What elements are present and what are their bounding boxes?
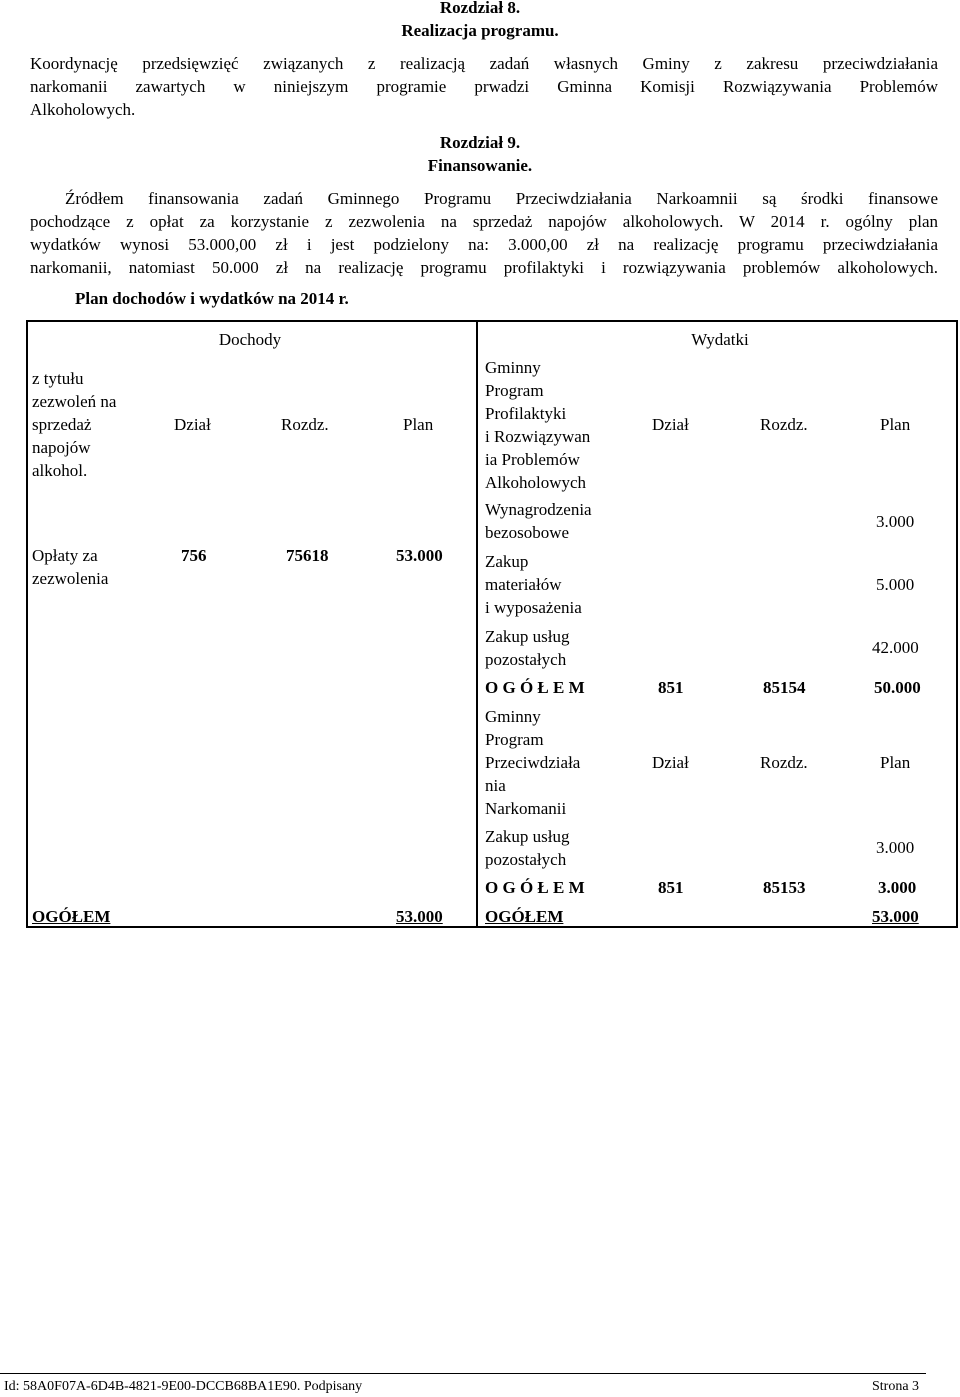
chapter8-heading: Rozdział 8.	[439, 0, 521, 17]
expenses-col-rozdz: Rozdz.	[760, 415, 808, 434]
expense-grand-total-label: OGÓŁEM	[485, 907, 564, 926]
expense-item-amount: 3.000	[876, 838, 915, 857]
expense-item-label: Wynagrodzenia bezosobowe	[485, 500, 592, 542]
chapter9-heading: Rozdział 9.	[439, 133, 521, 152]
alcohol-total-dzial: 851	[658, 678, 684, 697]
expenses-header: Wydatki	[691, 330, 749, 349]
drug-total-label: O G Ó Ł E M	[485, 878, 585, 897]
income-col-dzial: Dział	[174, 415, 211, 434]
income-grand-total-value: 53.000	[396, 907, 443, 926]
income-col-rozdz: Rozdz.	[281, 415, 329, 434]
alcohol-total-plan: 50.000	[874, 678, 921, 697]
footer-page-number: Strona 3	[872, 1379, 920, 1394]
income-grand-total-label: OGÓŁEM	[32, 907, 111, 926]
alcohol-total-label: O G Ó Ł E M	[485, 678, 585, 697]
paragraph-line: pochodzące z opłat za korzystanie z zezwolenia na sprzedaż napojów alkoholowych. W 2014 r. ogólny plan	[30, 212, 938, 231]
drug-total-dzial: 851	[658, 878, 684, 897]
expenses-col-dzial: Dział	[652, 415, 689, 434]
footer-id: Id: 58A0F07A-6D4B-4821-9E00-DCCB68BA1E90. Podpisany	[4, 1379, 363, 1394]
chapter9-title: Finansowanie.	[427, 156, 533, 175]
drug-col-rozdz: Rozdz.	[760, 753, 808, 772]
drug-total-rozdz: 85153	[763, 878, 806, 897]
paragraph-line: Alkoholowych.	[30, 100, 136, 119]
expense-item-label: Zakup usług pozostałych	[485, 627, 570, 669]
income-item-rozdz: 75618	[286, 546, 329, 565]
expense-item-amount: 5.000	[876, 575, 915, 594]
drug-col-plan: Plan	[880, 753, 911, 772]
expense-item-label: Zakup usług pozostałych	[485, 827, 570, 869]
expense-grand-total-value: 53.000	[872, 907, 919, 926]
income-header: Dochody	[218, 330, 282, 349]
income-item-dzial: 756	[181, 546, 207, 565]
paragraph-line: Źródłem finansowania zadań Gminnego Programu Przeciwdziałania Narkoamnii są środki finansowe	[65, 189, 938, 208]
drug-total-plan: 3.000	[878, 878, 917, 897]
chapter8-title: Realizacja programu.	[401, 21, 559, 40]
chapter8-paragraph	[30, 52, 938, 121]
alcohol-program-label: Gminny Program Profilaktyki i Rozwiązywan ia Problemów Alkoholowych	[485, 358, 591, 492]
chapter9-paragraph	[30, 187, 938, 279]
paragraph-line: narkomanii zawartych w niniejszym programie prwadzi Gminna Komisji Rozwiązywania Problemów	[30, 77, 938, 96]
drug-program-label: Gminny Program Przeciwdziała nia Narkomanii	[485, 707, 581, 818]
income-col-plan: Plan	[403, 415, 434, 434]
footer-rule	[0, 1373, 926, 1374]
paragraph-line: Koordynację przedsięwzięć związanych z realizacją zadań własnych Gminy z zakresu przeciwdziałania	[30, 54, 938, 73]
income-item-plan: 53.000	[396, 546, 443, 565]
drug-col-dzial: Dział	[652, 753, 689, 772]
paragraph-line: narkomanii, natomiast 50.000 zł na realizację programu profilaktyki i rozwiązywania problemów alkoholowych.	[30, 258, 938, 277]
expense-item-amount: 3.000	[876, 512, 915, 531]
paragraph-line: wydatków wynosi 53.000,00 zł i jest podzielony na: 3.000,00 zł na realizację programu przeciwdziałania	[30, 235, 938, 254]
alcohol-total-rozdz: 85154	[763, 678, 806, 697]
expenses-col-plan: Plan	[880, 415, 911, 434]
plan-title: Plan dochodów i wydatków na 2014 r.	[75, 289, 349, 308]
expense-item-amount: 42.000	[872, 638, 919, 657]
income-source-label: z tytułu zezwoleń na sprzedaż napojów alkohol.	[32, 369, 117, 480]
income-item-label: Opłaty za zezwolenia	[32, 546, 109, 588]
expense-item-label: Zakup materiałów i wyposażenia	[485, 552, 582, 617]
